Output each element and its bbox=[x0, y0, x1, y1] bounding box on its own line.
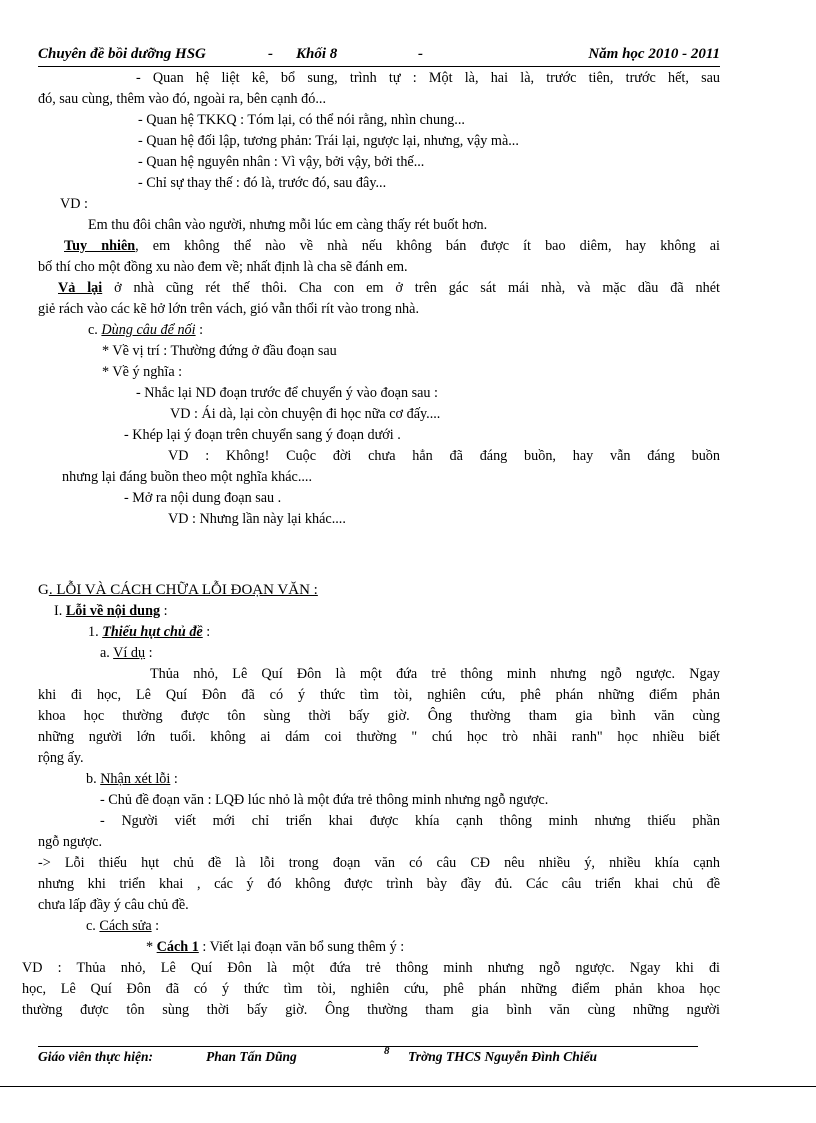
text-line: * Về vị trí : Thường đứng ở đầu đoạn sau bbox=[102, 343, 337, 359]
text-span: : Viết lại đoạn văn bổ sung thêm ý : bbox=[198, 939, 405, 955]
text-span: c. bbox=[88, 322, 102, 338]
text-line: VD : Ái dà, lại còn chuyện đi học nữa cơ đấy.... bbox=[170, 406, 441, 422]
text-line: Thủa nhỏ, Lê Quí Đôn là một đứa trẻ thông minh nhưng ngỗ ngược. Ngay bbox=[150, 666, 720, 682]
text-line: nhưng khi triển khai , các ý đó không được trình bày đầy đủ. Các câu triển khai chủ đề bbox=[38, 876, 720, 892]
document-body bbox=[22, 68, 720, 1021]
text-line: những người lớn tuổi. không ai dám coi thường " chú học trò nhãi ranh" học nhiều biết bbox=[38, 729, 720, 745]
text-line: - Chủ đề đoạn văn : LQĐ lúc nhỏ là một đứa trẻ thông minh nhưng ngỗ ngược. bbox=[100, 792, 549, 808]
subheading bbox=[38, 320, 720, 341]
text-span: c. bbox=[86, 918, 100, 934]
text-line: - Khép lại ý đoạn trên chuyển sang ý đoạn dưới . bbox=[124, 427, 401, 443]
text-line: - Quan hệ đối lập, tương phản: Trái lại, ngược lại, nhưng, vậy mà... bbox=[138, 133, 519, 149]
subheading bbox=[38, 601, 720, 622]
text-span: Lỗi về nội dung bbox=[65, 603, 161, 619]
text-span: , em không thể nào về nhà nếu không bán được ít bao diêm, hay không ai bbox=[135, 238, 720, 254]
subheading bbox=[38, 916, 720, 937]
text-line: - Quan hệ TKKQ : Tóm lại, có thể nói rằng, nhìn chung... bbox=[138, 112, 465, 128]
header-school-year: Năm học 2010 - 2011 bbox=[588, 46, 720, 62]
text-line: -> Lỗi thiếu hụt chủ đề là lỗi trong đoạn văn có câu CĐ nêu nhiều ý, nhiều khía cạnh bbox=[38, 855, 720, 871]
page-bottom-rule bbox=[0, 1086, 816, 1087]
text-span: Dùng câu để nối bbox=[101, 322, 196, 338]
text-line: học, Lê Quí Đôn đã có ý thức tìm tòi, nghiên cứu, phê phán những điểm phản khoa học bbox=[22, 981, 720, 997]
text-line: * Về ý nghĩa : bbox=[102, 364, 183, 380]
text-line: VD : Thủa nhỏ, Lê Quí Đôn là một đứa trẻ thông minh nhưng ngỗ ngược. Ngay khi đi bbox=[22, 960, 720, 976]
text-line bbox=[38, 236, 720, 257]
subheading bbox=[38, 622, 720, 643]
text-span: . LỖI VÀ CÁCH CHỮA LỖI ĐOẠN VĂN : bbox=[48, 582, 318, 598]
header-dash: - bbox=[418, 46, 423, 62]
text-span: Cách 1 bbox=[156, 939, 199, 955]
text-span: : bbox=[195, 322, 204, 338]
text-line: thường được tôn sùng thời bấy giờ. Ông thường tham gia bình văn cùng những người bbox=[22, 1002, 720, 1018]
text-line: bố thí cho một đồng xu nào đem về; nhất định là cha sẽ đánh em. bbox=[38, 259, 408, 275]
text-span: : bbox=[160, 603, 168, 619]
text-line: VD : Nhưng lần này lại khác.... bbox=[168, 511, 346, 527]
text-line: ngỗ ngược. bbox=[38, 834, 103, 850]
text-span: ở nhà cũng rét thế thôi. Cha con em ở trên gác sát mái nhà, và mặc dầu đã nhét bbox=[102, 280, 720, 296]
text-line: - Nhắc lại ND đoạn trước để chuyển ý vào đoạn sau : bbox=[136, 385, 438, 401]
subheading bbox=[38, 643, 720, 664]
text-line: giẻ rách vào các kẽ hở lớn trên vách, gió vẫn thổi rít vào trong nhà. bbox=[38, 301, 419, 317]
text-span: G bbox=[38, 582, 49, 598]
footer-teacher-name: Phan Tấn Dũng bbox=[206, 1049, 297, 1064]
text-line: khoa học thường được tôn sùng thời bấy giờ. Ông thường tham gia bình văn cùng bbox=[38, 708, 720, 724]
footer-teacher-label: Giáo viên thực hiện: bbox=[38, 1049, 153, 1064]
text-line bbox=[38, 278, 720, 299]
text-span: Cách sửa bbox=[99, 918, 152, 934]
text-line: khi đi học, Lê Quí Đôn đã có ý thức tìm tòi, nghiên cứu, phê phán những điểm phản bbox=[38, 687, 720, 703]
text-span: : bbox=[170, 771, 178, 787]
text-span: : bbox=[202, 624, 211, 640]
text-line: chưa lấp đầy ý câu chủ đề. bbox=[38, 897, 189, 913]
header-dash: - bbox=[268, 46, 273, 62]
text-span: 1. bbox=[88, 624, 103, 640]
page-footer bbox=[38, 1046, 698, 1067]
text-span: b. bbox=[86, 771, 101, 787]
text-span: a. bbox=[100, 645, 114, 661]
text-line: đó, sau cùng, thêm vào đó, ngoài ra, bên cạnh đó... bbox=[38, 91, 327, 107]
subheading bbox=[38, 769, 720, 790]
text-line: rộng ấy. bbox=[38, 750, 84, 766]
text-span: * bbox=[146, 939, 157, 955]
text-line: Em thu đôi chân vào người, nhưng mỗi lúc em càng thấy rét buốt hơn. bbox=[88, 217, 488, 233]
text-line bbox=[38, 937, 720, 958]
connective-word: Vả lại bbox=[58, 280, 103, 296]
text-span: Nhận xét lỗi bbox=[100, 771, 171, 787]
header-topic: Chuyên đề bồi dưỡng HSG bbox=[38, 46, 206, 62]
text-line: - Quan hệ nguyên nhân : Vì vậy, bởi vậy, bởi thế... bbox=[138, 154, 425, 170]
text-line: - Mở ra nội dung đoạn sau . bbox=[124, 490, 282, 506]
text-span: I. bbox=[54, 603, 66, 619]
document-page bbox=[22, 44, 720, 1021]
footer-page-number: 8 bbox=[384, 1045, 390, 1057]
header-grade: Khối 8 bbox=[296, 46, 338, 62]
section-heading bbox=[38, 580, 720, 601]
text-span: Ví dụ bbox=[113, 645, 146, 661]
footer-school: Trờng THCS Nguyễn Đình Chiểu bbox=[408, 1049, 598, 1064]
text-span: : bbox=[145, 645, 153, 661]
text-line: - Người viết mới chỉ triển khai được khía cạnh thông minh nhưng thiếu phần bbox=[100, 813, 720, 829]
text-line: nhưng lại đáng buồn theo một nghĩa khác.... bbox=[62, 469, 313, 485]
page-header bbox=[38, 44, 720, 67]
text-line: - Chỉ sự thay thế : đó là, trước đó, sau đây... bbox=[138, 175, 387, 191]
spacer bbox=[38, 530, 720, 580]
text-line: VD : bbox=[60, 196, 88, 212]
text-line: VD : Không! Cuộc đời chưa hẳn đã đáng buồn, hay vẫn đáng buồn bbox=[168, 448, 720, 464]
connective-word: Tuy nhiên bbox=[64, 238, 136, 254]
text-span: Thiếu hụt chủ đề bbox=[102, 624, 203, 640]
text-span: : bbox=[151, 918, 160, 934]
text-line: - Quan hệ liệt kê, bổ sung, trình tự : Một là, hai là, trước tiên, trước hết, sau bbox=[136, 70, 720, 86]
